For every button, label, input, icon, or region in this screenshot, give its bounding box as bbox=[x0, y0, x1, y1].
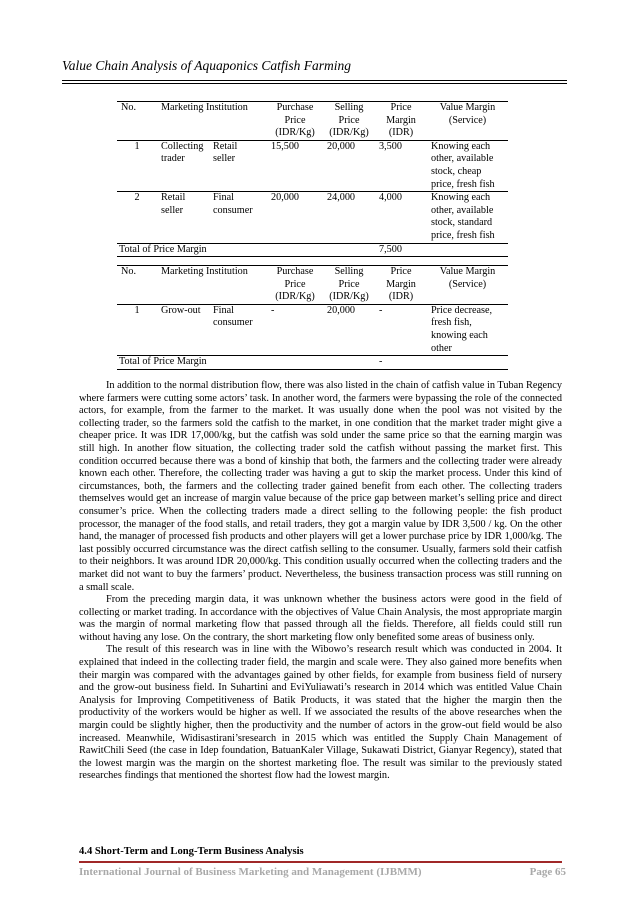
paragraph: In addition to the normal distribution flow, there was also listed in the chain of catfish value in Tuban Regency where farmers were cutting some actors’ task. In another word, the farmers were bypassing the role of the connected actors, for example, from the farmer to the market. It was usually done when the pool was not visited by the collecting trader, so the farmers sold the catfish to the market, in one condition that the market trader might give a cheaper price. It was IDR 17,000/kg, but the catfish was sold under the same price so that the earning margin was still high. In another flow situation, the collecting trader sold the catfish without passing the market first. This condition occurred because there was a bond of kinship that both, the farmers and the collecting trader were already known each other. Therefore, the collecting trader was having a gut to skip the market process. Under this kind of circumstances, both, the farmers and the collecting trader gained benefit from each other. The collecting traders themselves would get an increase of margin value because of the price gap between market’s selling price and direct consumer’s price. When the collecting traders made a direct selling to the following people: the fish product processor, the manager of the food stalls, and retail traders, they got a margin value by IDR 3,500 / kg. On the other hand, the manager of processed fish products and other players will get a lower purchase price by IDR 1,000/kg. The last possibly occurred circumstance was the direct catfish selling to the consumer. Usually, farmers sold their catfish to their neighbors. It was around IDR 20,000/kg. This condition usually occurred when the collecting traders and the market did not want to buy the farmers’ product. Nevertheless, the business transaction process was still running on a small scale. bbox=[79, 380, 562, 593]
table-row: 2 Retail seller Final consumer 20,000 24,000 4,000 Knowing each other, available stock, standard price, fresh fish bbox=[134, 192, 495, 241]
table-row: 1 Grow-out Final consumer - 20,000 - Price decrease, fresh fish, knowing each other bbox=[134, 304, 493, 354]
footer-page-number: Page 65 bbox=[529, 866, 566, 878]
col-header-margin: Price Margin (IDR) bbox=[375, 102, 427, 141]
paragraph: From the preceding margin data, it was unknown whether the business actors were good in the field of collecting or market trading. In accordance with the objectives of Value Chain Analysis, the most appropriate margin was the margin of normal marketing flow that passed through all the fields. Therefore, all fields could still run without having any lose. On the contrary, the short marketing flow only benefited some areas of business only. bbox=[79, 594, 562, 643]
total-row: Total of Price Margin 7,500 bbox=[117, 243, 508, 257]
section-heading: 4.4 Short-Term and Long-Term Business Analysis bbox=[79, 846, 304, 857]
total-row: Total of Price Margin - bbox=[117, 356, 508, 370]
table-header-row: No. Marketing Institution Purchase Price (IDR/Kg) Selling Price (IDR/Kg) Price Margin (IDR) Value Margin (Service) bbox=[117, 266, 508, 305]
col-header-selling: Selling Price (IDR/Kg) bbox=[323, 102, 375, 141]
body-text bbox=[79, 380, 562, 783]
col-header-purchase: Purchase Price (IDR/Kg) bbox=[267, 102, 323, 141]
col-header-no: No. bbox=[117, 102, 157, 141]
col-header-value: Value Margin (Service) bbox=[427, 102, 508, 141]
col-header-institution: Marketing Institution bbox=[157, 102, 267, 141]
margin-table-short-flow bbox=[117, 265, 508, 370]
header-rule-1 bbox=[62, 80, 567, 81]
header-rule-2 bbox=[62, 83, 567, 84]
table-header-row bbox=[117, 102, 508, 141]
footer-rule bbox=[79, 861, 562, 863]
table-row: 1 Collecting trader Retail seller 15,500 20,000 3,500 Knowing each other, available stock, cheap price, fresh fish bbox=[117, 140, 508, 191]
footer-journal: International Journal of Business Marketing and Management (IJBMM) bbox=[79, 866, 422, 878]
margin-table-normal-flow bbox=[117, 101, 508, 257]
paragraph: The result of this research was in line with the Wibowo’s research result which was conducted in 2004. It explained that indeed in the collecting trader field, the margin and scale were. They also gained more benefits when their margin was compared with the advantages gained by other fields, for example from business field of nursery and the grow-out business field. In Suhartini and EviYuliawati’s research in 2014 which was entitled Value Chain Analysis for Improving Competitiveness of Batik Products, it was stated that the higher the margin then the productivity of the workers would be higher as well. If we associated the results of the above researches when the margin could be slightly higher, then the productivity and the number of actors in the grow-out field would be also increased. Meanwhile, Widisastirani’sresearch in 2015 which was entitled the Supply Chain Management of RawitChili Seed (the case in Idep foundation, BatuanKaler Village, Sukawati District, Gianyar Regency), stated that the lowest margin was the margin on the shortest marketing floe. The result was similar to the previously stated researches findings that mentioned the shortest flow had the lowest margin. bbox=[79, 644, 562, 782]
running-title: Value Chain Analysis of Aquaponics Catfish Farming bbox=[62, 58, 352, 73]
